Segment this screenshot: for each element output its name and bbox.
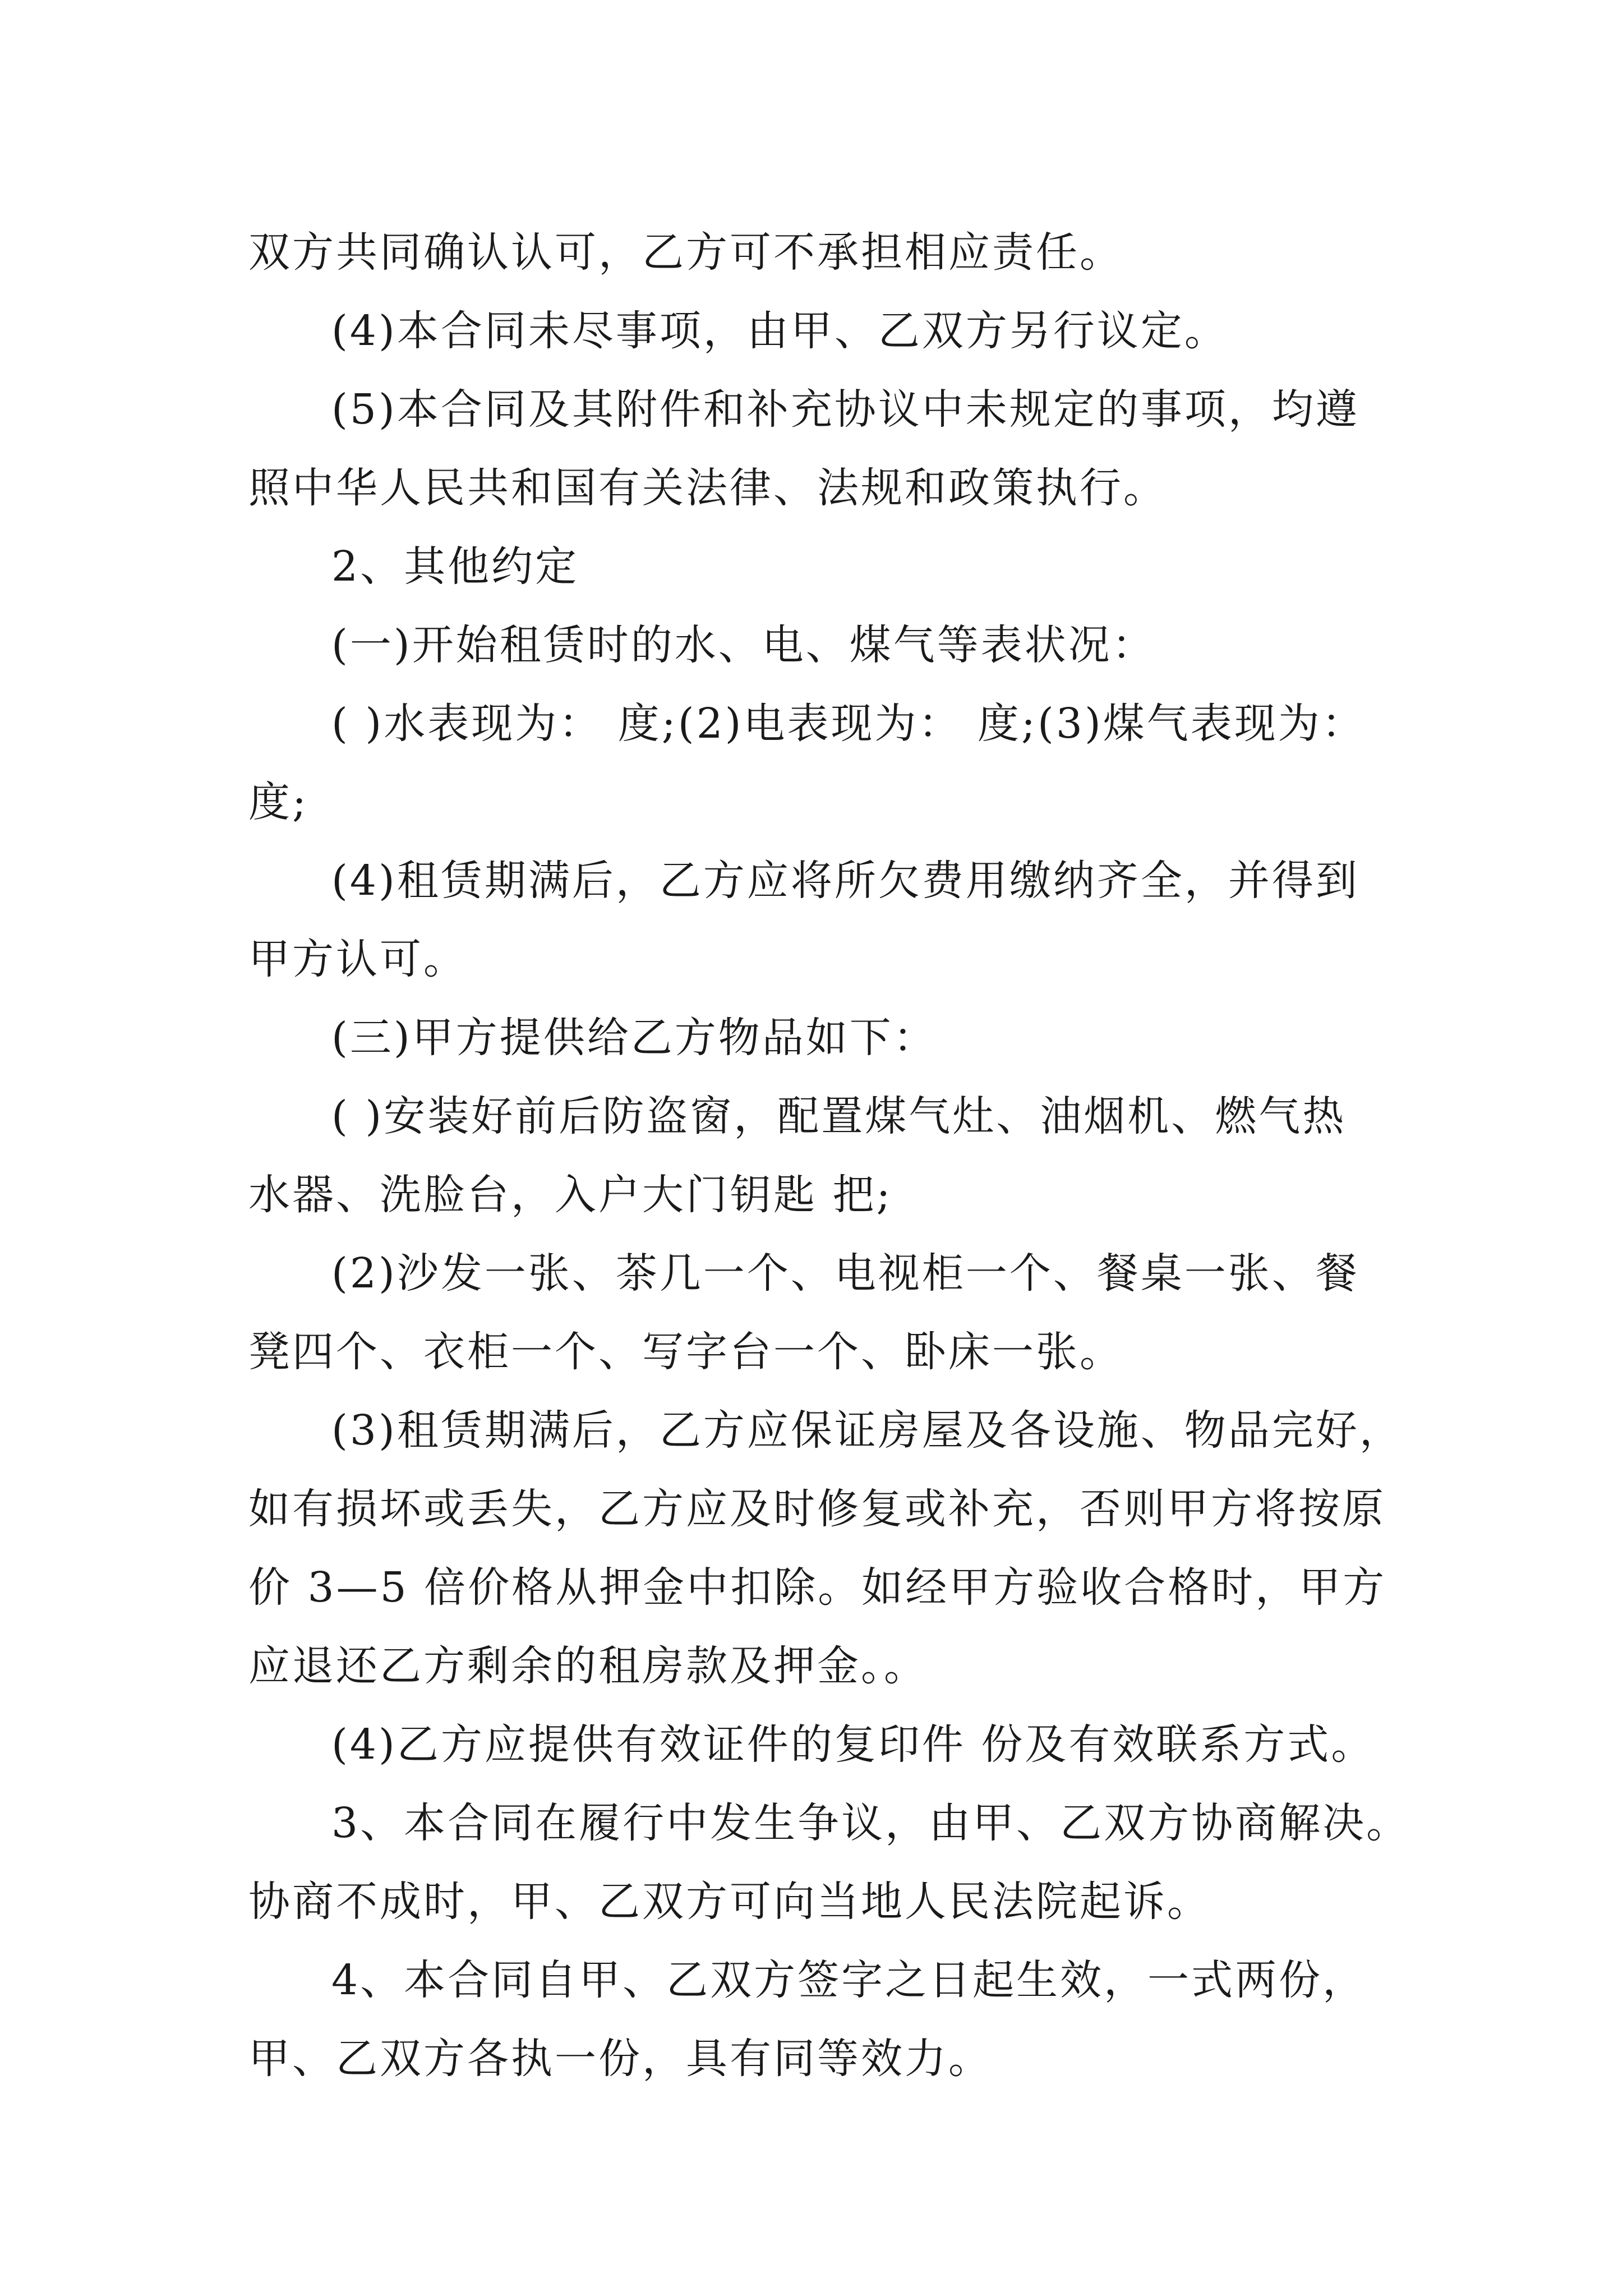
contract-body	[248, 213, 1410, 2098]
text-line: 凳四个、衣柜一个、写字台一个、卧床一张。	[248, 1328, 1123, 1376]
text-line: (4)租赁期满后，乙方应将所欠费用缴纳齐全，并得到	[331, 857, 1359, 905]
text-line: 甲、乙双方各执一份，具有同等效力。	[248, 2035, 992, 2083]
text-line: ( )水表现为： 度;(2)电表现为： 度;(3)煤气表现为：	[331, 700, 1366, 748]
text-line: 价 3—5 倍价格从押金中扣除。如经甲方验收合格时，甲方	[248, 1563, 1387, 1612]
text-line: 4、本合同自甲、乙双方签字之日起生效，一式两份，	[331, 1956, 1367, 2004]
text-line: 如有损坏或丢失，乙方应及时修复或补充，否则甲方将按原	[248, 1485, 1386, 1533]
text-line: (2)沙发一张、茶几一个、电视柜一个、餐桌一张、餐	[331, 1249, 1359, 1297]
text-line: 双方共同确认认可，乙方可不承担相应责任。	[248, 228, 1123, 277]
text-line: (三)甲方提供给乙方物品如下：	[331, 1014, 937, 1062]
text-line: 2、其他约定	[331, 542, 579, 591]
text-line: 协商不成时，甲、乙双方可向当地人民法院起诉。	[248, 1878, 1211, 1926]
text-line: 水器、洗脸台，入户大门钥匙 把;	[248, 1171, 893, 1219]
text-line: (3)租赁期满后，乙方应保证房屋及各设施、物品完好，	[331, 1406, 1403, 1455]
text-line: (4)乙方应提供有效证件的复印件 份及有效联系方式。	[331, 1720, 1375, 1769]
text-line: (一)开始租赁时的水、电、煤气等表状况：	[331, 621, 1156, 669]
text-line: ( )安装好前后防盗窗，配置煤气灶、油烟机、燃气热	[331, 1092, 1347, 1140]
text-line: 甲方认可。	[248, 935, 467, 983]
text-line: (4)本合同未尽事项，由甲、乙双方另行议定。	[331, 307, 1228, 355]
text-line: 度;	[248, 778, 308, 826]
text-line: (5)本合同及其附件和补充协议中未规定的事项，均遵	[331, 385, 1359, 434]
text-line: 应退还乙方剩余的租房款及押金。。	[248, 1642, 928, 1690]
text-line: 3、本合同在履行中发生争议，由甲、乙双方协商解决。	[331, 1799, 1410, 1847]
text-line: 照中华人民共和国有关法律、法规和政策执行。	[248, 464, 1167, 512]
